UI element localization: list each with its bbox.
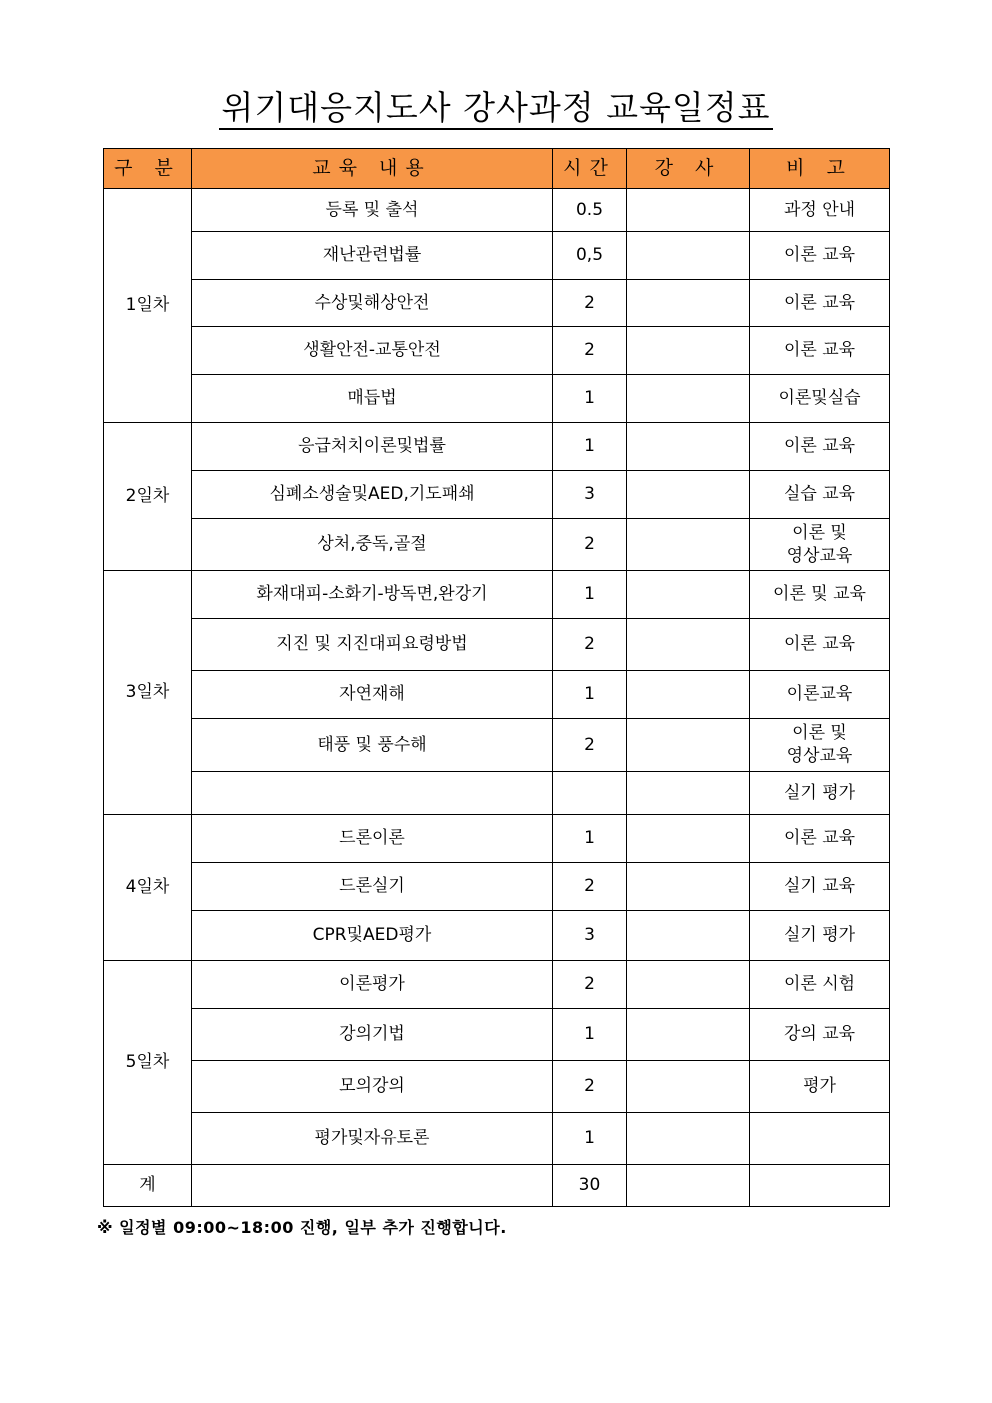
table-row [104, 1113, 890, 1165]
note-cell: 이론 시험 [750, 961, 890, 1009]
schedule-table [103, 148, 890, 1207]
note-cell: 실기 교육 [750, 863, 890, 911]
note-cell: 이론 교육 [750, 327, 890, 375]
content-cell: 응급처치이론및법률 [192, 423, 553, 471]
note-cell: 이론 교육 [750, 280, 890, 327]
content-cell: 모의강의 [192, 1061, 553, 1113]
content-cell: 수상및해상안전 [192, 280, 553, 327]
table-row [104, 671, 890, 719]
note-cell: 실습 교육 [750, 471, 890, 519]
time-cell [553, 772, 627, 815]
header-content: 교육 내용 [192, 149, 553, 189]
note-cell: 이론 교육 [750, 232, 890, 280]
content-cell: CPR및AED평가 [192, 911, 553, 961]
document-title: 위기대응지도사 강사과정 교육일정표 [219, 88, 772, 130]
time-cell: 1 [553, 423, 627, 471]
time-cell: 2 [553, 519, 627, 571]
time-cell: 2 [553, 961, 627, 1009]
content-cell: 태풍 및 풍수해 [192, 719, 553, 772]
content-cell: 상처,중독,골절 [192, 519, 553, 571]
table-row [104, 911, 890, 961]
time-cell: 0,5 [553, 232, 627, 280]
day-label: 5일차 [104, 961, 192, 1165]
header-day: 구 분 [104, 149, 192, 189]
note-cell: 이론 교육 [750, 619, 890, 671]
note-cell [750, 519, 890, 571]
instructor-cell [627, 1061, 750, 1113]
instructor-cell [627, 719, 750, 772]
table-row [104, 772, 890, 815]
table-row [104, 232, 890, 280]
schedule-footnote: ※ 일정별 09:00~18:00 진행, 일부 추가 진행합니다. [97, 1218, 507, 1237]
content-cell: 강의기법 [192, 1009, 553, 1061]
instructor-cell [627, 232, 750, 280]
note-cell [750, 719, 890, 772]
time-cell: 1 [553, 815, 627, 863]
table-row [104, 375, 890, 423]
instructor-cell [627, 1009, 750, 1061]
table-row [104, 189, 890, 232]
table-row [104, 961, 890, 1009]
table-row [104, 619, 890, 671]
table-row [104, 280, 890, 327]
table-row [104, 1009, 890, 1061]
content-cell: 생활안전-교통안전 [192, 327, 553, 375]
content-cell: 재난관련법률 [192, 232, 553, 280]
content-cell: 등록 및 출석 [192, 189, 553, 232]
note-cell: 평가 [750, 1061, 890, 1113]
table-row [104, 423, 890, 471]
instructor-cell [627, 815, 750, 863]
note-line: 영상교육 [786, 545, 853, 566]
content-cell [192, 1165, 553, 1207]
header-note: 비 고 [750, 149, 890, 189]
day-label: 2일차 [104, 423, 192, 571]
note-cell: 과정 안내 [750, 189, 890, 232]
note-cell [750, 1113, 890, 1165]
header-instructor: 강 사 [627, 149, 750, 189]
instructor-cell [627, 280, 750, 327]
time-cell: 2 [553, 327, 627, 375]
table-row [104, 719, 890, 772]
time-cell: 1 [553, 375, 627, 423]
instructor-cell [627, 1165, 750, 1207]
header-row [104, 149, 890, 189]
instructor-cell [627, 772, 750, 815]
time-cell: 2 [553, 863, 627, 911]
total-label: 계 [104, 1165, 192, 1207]
table-row [104, 1061, 890, 1113]
content-cell: 드론이론 [192, 815, 553, 863]
note-cell: 이론 교육 [750, 815, 890, 863]
total-time: 30 [553, 1165, 627, 1207]
time-cell: 2 [553, 1061, 627, 1113]
instructor-cell [627, 375, 750, 423]
content-cell: 지진 및 지진대피요령방법 [192, 619, 553, 671]
time-cell: 0.5 [553, 189, 627, 232]
table-row [104, 519, 890, 571]
note-cell [750, 1165, 890, 1207]
content-cell: 화재대피-소화기-방독면,완강기 [192, 571, 553, 619]
time-cell: 1 [553, 671, 627, 719]
content-cell: 드론실기 [192, 863, 553, 911]
note-cell: 이론 및 교육 [750, 571, 890, 619]
instructor-cell [627, 423, 750, 471]
instructor-cell [627, 671, 750, 719]
content-cell: 매듭법 [192, 375, 553, 423]
content-cell: 평가및자유토론 [192, 1113, 553, 1165]
time-cell: 2 [553, 280, 627, 327]
table-row [104, 815, 890, 863]
instructor-cell [627, 619, 750, 671]
content-cell [192, 772, 553, 815]
total-row [104, 1165, 890, 1207]
day-label: 4일차 [104, 815, 192, 961]
instructor-cell [627, 911, 750, 961]
table-row [104, 863, 890, 911]
note-cell: 강의 교육 [750, 1009, 890, 1061]
time-cell: 3 [553, 911, 627, 961]
table-row [104, 471, 890, 519]
time-cell: 1 [553, 571, 627, 619]
note-cell: 실기 평가 [750, 911, 890, 961]
time-cell: 3 [553, 471, 627, 519]
note-cell: 실기 평가 [750, 772, 890, 815]
instructor-cell [627, 471, 750, 519]
instructor-cell [627, 961, 750, 1009]
content-cell: 심폐소생술및AED,기도패쇄 [192, 471, 553, 519]
instructor-cell [627, 571, 750, 619]
content-cell: 자연재해 [192, 671, 553, 719]
instructor-cell [627, 327, 750, 375]
table-row [104, 327, 890, 375]
time-cell: 1 [553, 1009, 627, 1061]
time-cell: 2 [553, 719, 627, 772]
instructor-cell [627, 1113, 750, 1165]
content-cell: 이론평가 [192, 961, 553, 1009]
instructor-cell [627, 863, 750, 911]
time-cell: 2 [553, 619, 627, 671]
title-wrap [0, 88, 992, 130]
note-line: 이론 및 [792, 522, 847, 543]
note-line: 영상교육 [786, 746, 853, 766]
time-cell: 1 [553, 1113, 627, 1165]
instructor-cell [627, 519, 750, 571]
note-cell: 이론및실습 [750, 375, 890, 423]
header-time: 시간 [553, 149, 627, 189]
note-cell: 이론교육 [750, 671, 890, 719]
table-row [104, 571, 890, 619]
day-label: 1일차 [104, 189, 192, 423]
note-line: 이론 및 [792, 723, 847, 744]
note-cell: 이론 교육 [750, 423, 890, 471]
instructor-cell [627, 189, 750, 232]
day-label: 3일차 [104, 571, 192, 815]
